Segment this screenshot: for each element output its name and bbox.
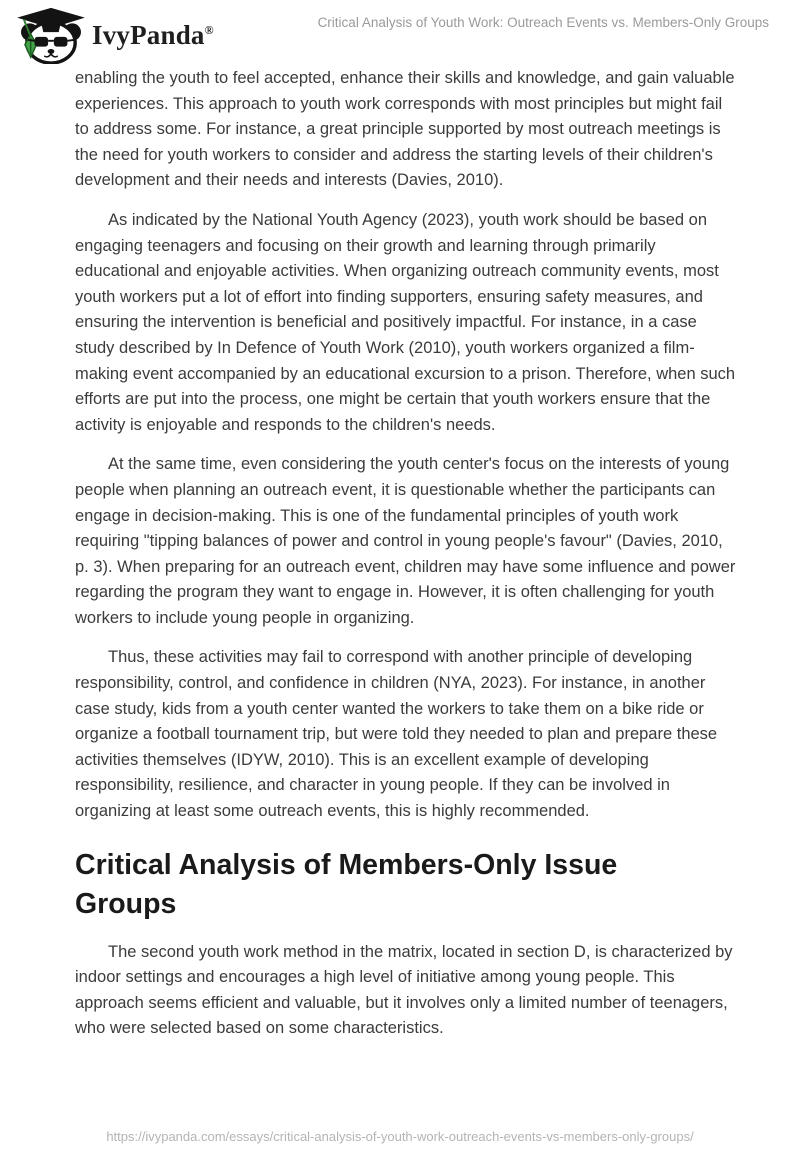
- source-url: https://ivypanda.com/essays/critical-analysis-of-youth-work-outreach-events-vs-members-only-groups/: [106, 1129, 694, 1144]
- paragraph: The second youth work method in the matrix, located in section D, is characterized by indoor settings and encourages a high level of initiative among young people. This approach seems efficient and valuable, but it involves only a limited number of teenagers, who were selected based on some characteristics.: [75, 942, 733, 1038]
- page-header: [0, 0, 800, 64]
- brand-wordmark: [92, 19, 214, 50]
- registered-trademark-symbol: ®: [204, 22, 214, 37]
- section-heading: Critical Analysis of Members-Only Issue Groups: [75, 848, 618, 920]
- paragraph: enabling the youth to feel accepted, enhance their skills and knowledge, and gain valuable experiences. This approach to youth work corresponds with most principles but might fail to address some. For instance, a great principle supported by most outreach meetings is the need for youth workers to consider and address the starting levels of their children's development and their needs and interests (Davies, 2010).: [75, 69, 735, 190]
- ivypanda-brand: [14, 6, 214, 64]
- document-title: Critical Analysis of Youth Work: Outreach Events vs. Members-Only Groups: [317, 15, 769, 30]
- document-body: [75, 66, 737, 1056]
- page-footer: [0, 1128, 800, 1146]
- paragraph: As indicated by the National Youth Agency (2023), youth work should be based on engaging teenagers and focusing on their growth and learning through primarily educational and enjoyable activities. When organizing outreach community events, most youth workers put a lot of effort into finding supporters, ensuring safety measures, and ensuring the intervention is beneficial and positively impactful. For instance, in a case study described by In Defence of Youth Work (2010), youth workers organized a film-making event accompanied by an educational excursion to a prison. Therefore, when such efforts are put into the process, one might be certain that youth workers ensure that the activity is enjoyable and responds to the children's needs.: [75, 210, 736, 434]
- paragraph: Thus, these activities may fail to correspond with another principle of developing responsibility, control, and confidence in children (NYA, 2023). For instance, in another case study, kids from a youth center wanted the workers to take them on a bike ride or organize a football tournament trip, but were told they needed to plan and prepare these activities themselves (IDYW, 2010). This is an excellent example of developing responsibility, resilience, and character in young people. If they can be involved in organizing at least some outreach events, this is highly recommended.: [75, 648, 718, 821]
- paragraph: At the same time, even considering the youth center's focus on the interests of young people when planning an outreach event, it is questionable whether the participants can engage in decision-making. This is one of the fundamental principles of youth work requiring "tipping balances of power and control in young people's favour" (Davies, 2010, p. 3). When preparing for an outreach event, children may have some influence and power regarding the program they want to engage in. However, it is often challenging for youth workers to include young people in organizing.: [75, 455, 736, 627]
- brand-name: IvyPanda: [92, 19, 205, 50]
- panda-graduation-cap-icon: [14, 6, 88, 64]
